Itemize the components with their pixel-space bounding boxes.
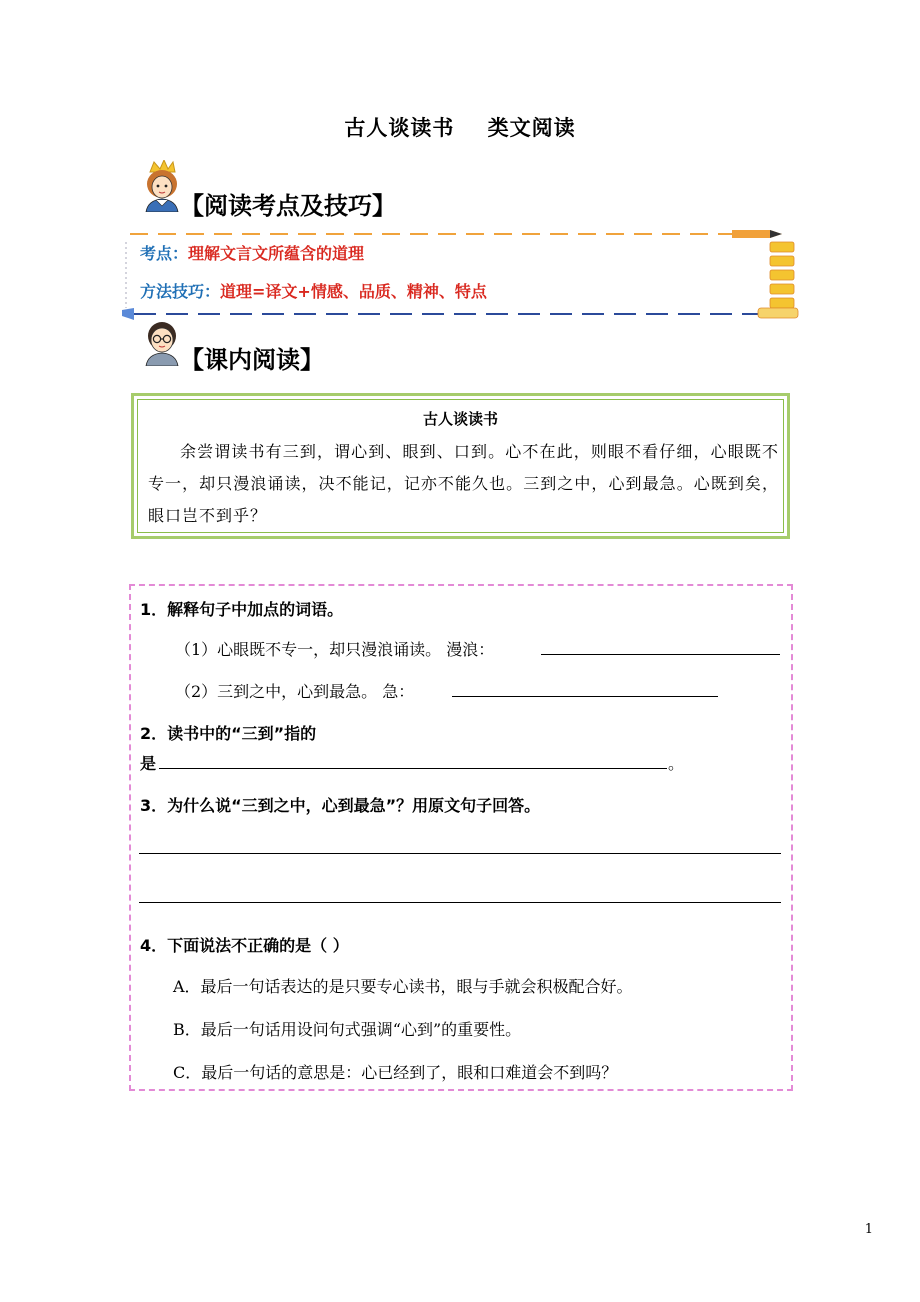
question-3-text: 为什么说“三到之中，心到最急”？用原文句子回答。 <box>167 796 541 815</box>
kaodian-value: 理解文言文所蕴含的道理 <box>188 244 365 263</box>
girl-avatar-icon <box>140 160 184 212</box>
question-1-number: 1． <box>140 600 168 619</box>
passage-title: 古人谈读书 <box>422 410 498 428</box>
page-number: 1 <box>864 1222 873 1237</box>
passage-text: 余尝谓读书有三到，谓心到、眼到、口到。心不在此，则眼不看仔细，心眼既不专一，却只漫浪诵读，决不能记，记亦不能久也。三到之中，心到最急。心既到矣，眼口岂不到乎？ <box>148 442 779 525</box>
question-4-text: 下面说法不正确的是（ ） <box>167 936 349 955</box>
boy-avatar-icon <box>140 318 184 366</box>
question-4-option-c[interactable]: C．最后一句话的意思是：心已经到了，眼和口难道会不到吗？ <box>173 1063 618 1082</box>
answer-line-3-2[interactable] <box>139 902 781 903</box>
question-2 <box>140 721 316 744</box>
section-heading-reading: 【课内阅读】 <box>180 346 324 374</box>
page-title: 古人谈读书 类文阅读 <box>344 116 576 140</box>
kaodian-line <box>140 241 364 264</box>
question-1 <box>140 597 343 620</box>
answer-line-2[interactable] <box>159 768 667 769</box>
fangfa-line <box>140 279 487 302</box>
question-1-sub-1: （1）心眼既不专一，却只漫浪诵读。 漫浪： <box>175 640 495 659</box>
question-4-number: 4． <box>140 936 168 955</box>
section-heading-skills: 【阅读考点及技巧】 <box>180 192 396 220</box>
answer-line-1-1[interactable] <box>541 654 780 655</box>
key-points-box <box>122 228 802 320</box>
answer-line-3-1[interactable] <box>139 853 781 854</box>
question-2-text: 读书中的“三到”指的 <box>167 724 317 743</box>
fangfa-label: 方法技巧： <box>140 282 221 301</box>
kaodian-label: 考点： <box>140 244 189 263</box>
question-2-line-2-start: 是 <box>140 754 157 773</box>
question-1-sub-2: （2）三到之中，心到最急。 急： <box>175 682 415 701</box>
questions-box <box>129 584 793 1091</box>
question-2-line-2-end: 。 <box>668 754 685 773</box>
question-3 <box>140 793 540 816</box>
question-4-option-a[interactable]: A．最后一句话表达的是只要专心读书，眼与手就会积极配合好。 <box>173 977 633 996</box>
passage-box <box>131 393 790 539</box>
question-2-number: 2． <box>140 724 168 743</box>
question-1-text: 解释句子中加点的词语。 <box>167 600 344 619</box>
question-4 <box>140 933 349 956</box>
fangfa-value: 道理=译文+情感、品质、精神、特点 <box>220 282 487 301</box>
question-3-number: 3． <box>140 796 168 815</box>
question-4-option-b[interactable]: B．最后一句话用设问句式强调“心到”的重要性。 <box>173 1020 522 1039</box>
answer-line-1-2[interactable] <box>452 696 718 697</box>
